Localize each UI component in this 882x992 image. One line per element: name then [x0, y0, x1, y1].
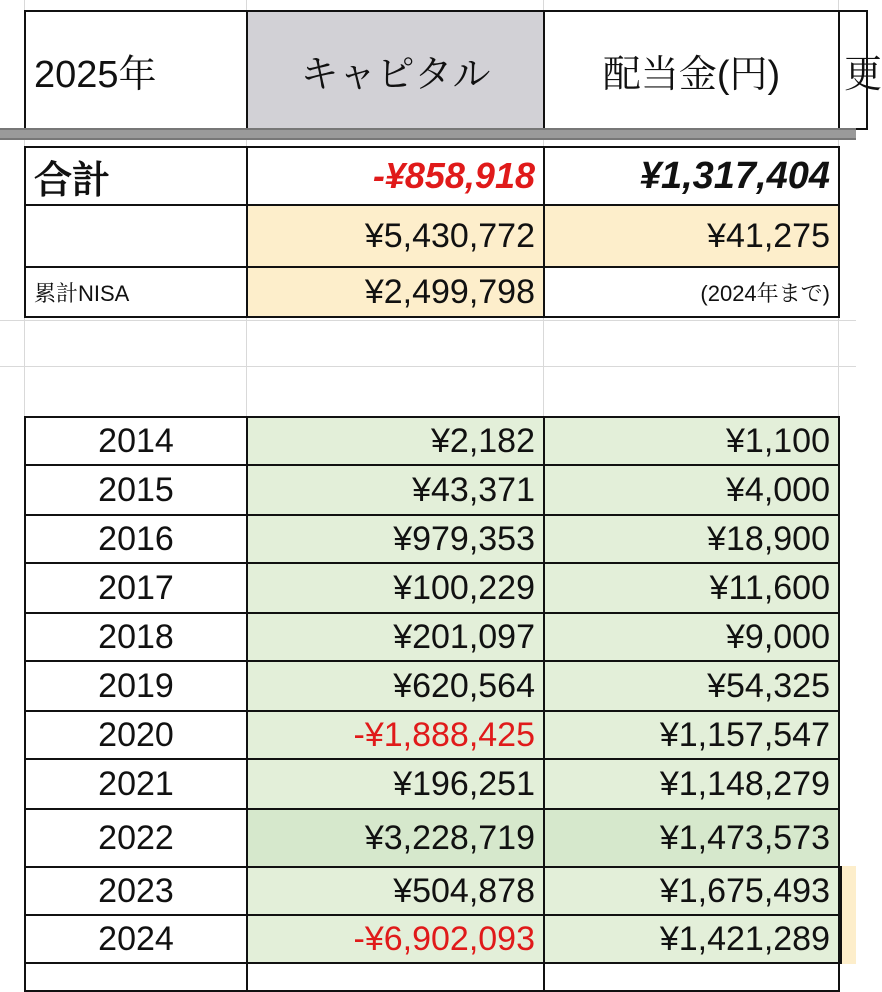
year-cell[interactable]: 2017 [24, 562, 248, 614]
header-next-cell-partial[interactable]: 更 [838, 10, 868, 130]
dividend-cell[interactable]: ¥4,000 [543, 464, 840, 516]
capital-cell[interactable]: ¥2,182 [246, 416, 545, 466]
header-dividend-cell[interactable]: 配当金(円) [543, 10, 840, 130]
row2-dividend-cell[interactable]: ¥41,275 [543, 204, 840, 268]
frozen-pane-divider[interactable] [0, 128, 856, 140]
year-cell[interactable]: 2019 [24, 660, 248, 712]
total-label-cell[interactable]: 合計 [24, 146, 248, 206]
next-col-cell-2023-partial[interactable] [840, 866, 856, 916]
capital-cell[interactable]: ¥196,251 [246, 758, 545, 810]
next-col-cell-2024-partial[interactable] [840, 914, 856, 964]
year-cell[interactable]: 2015 [24, 464, 248, 516]
total-dividend-cell[interactable]: ¥1,317,404 [543, 146, 840, 206]
total-capital-cell[interactable]: -¥858,918 [246, 146, 545, 206]
year-cell[interactable]: 2024 [24, 914, 248, 964]
dividend-cell[interactable]: ¥1,473,573 [543, 808, 840, 868]
dividend-cell[interactable]: ¥54,325 [543, 660, 840, 712]
empty-cell[interactable] [543, 962, 840, 992]
nisa-capital-cell[interactable]: ¥2,499,798 [246, 266, 545, 318]
header-year-cell[interactable]: 2025年 [24, 10, 248, 130]
capital-cell[interactable]: -¥1,888,425 [246, 710, 545, 760]
capital-cell[interactable]: ¥3,228,719 [246, 808, 545, 868]
capital-cell[interactable]: ¥43,371 [246, 464, 545, 516]
capital-cell[interactable]: ¥100,229 [246, 562, 545, 614]
nisa-label-cell[interactable]: 累計NISA [24, 266, 248, 318]
capital-cell[interactable]: ¥201,097 [246, 612, 545, 662]
year-cell[interactable]: 2020 [24, 710, 248, 760]
empty-cell[interactable] [246, 962, 545, 992]
capital-cell[interactable]: ¥979,353 [246, 514, 545, 564]
empty-cell[interactable] [24, 962, 248, 992]
row2-label-cell[interactable] [24, 204, 248, 268]
dividend-cell[interactable]: ¥11,600 [543, 562, 840, 614]
header-capital-cell[interactable]: キャピタル [246, 10, 545, 130]
dividend-cell[interactable]: ¥9,000 [543, 612, 840, 662]
capital-cell[interactable]: ¥620,564 [246, 660, 545, 712]
year-cell[interactable]: 2014 [24, 416, 248, 466]
dividend-cell[interactable]: ¥18,900 [543, 514, 840, 564]
dividend-cell[interactable]: ¥1,100 [543, 416, 840, 466]
year-cell[interactable]: 2021 [24, 758, 248, 810]
capital-cell[interactable]: -¥6,902,093 [246, 914, 545, 964]
gridline [0, 320, 856, 321]
nisa-note-cell[interactable]: (2024年まで) [543, 266, 840, 318]
dividend-cell[interactable]: ¥1,421,289 [543, 914, 840, 964]
year-cell[interactable]: 2016 [24, 514, 248, 564]
year-cell[interactable]: 2022 [24, 808, 248, 868]
year-cell[interactable]: 2018 [24, 612, 248, 662]
gridline [0, 366, 856, 367]
dividend-cell[interactable]: ¥1,157,547 [543, 710, 840, 760]
dividend-cell[interactable]: ¥1,148,279 [543, 758, 840, 810]
capital-cell[interactable]: ¥504,878 [246, 866, 545, 916]
dividend-cell[interactable]: ¥1,675,493 [543, 866, 840, 916]
row2-capital-cell[interactable]: ¥5,430,772 [246, 204, 545, 268]
year-cell[interactable]: 2023 [24, 866, 248, 916]
